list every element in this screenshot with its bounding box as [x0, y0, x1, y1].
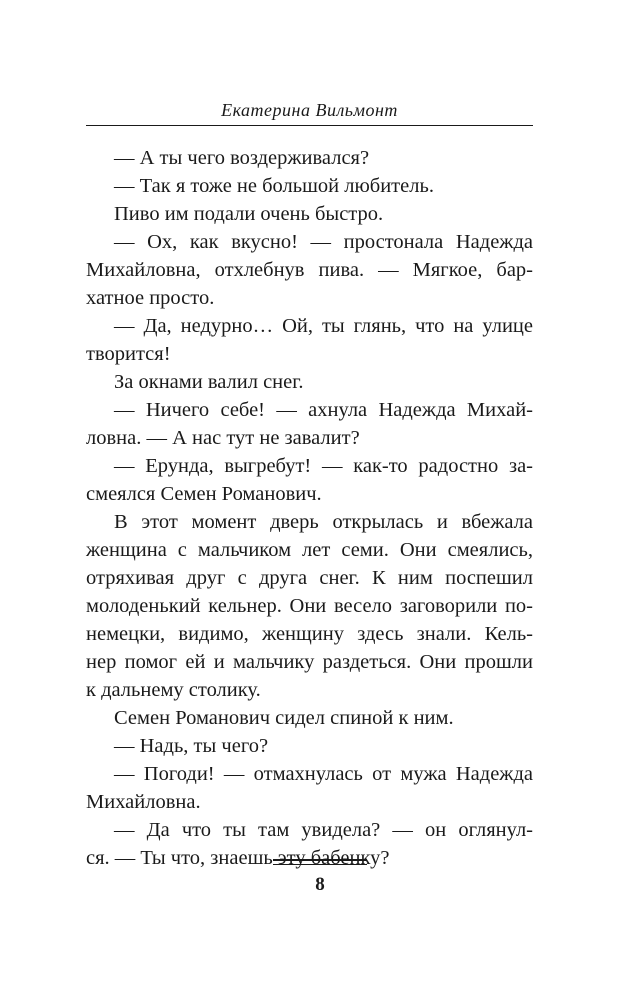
text-line: В этот момент дверь открылась и вбежала [114, 511, 533, 533]
running-head: Екатерина Вильмонт [221, 100, 398, 120]
text-line: Пиво им подали очень быстро. [114, 203, 384, 225]
text-line: — Ничего себе! — ахнула Надежда Михай- [114, 399, 533, 421]
header-rule [86, 125, 533, 126]
body-text [86, 144, 533, 872]
footer-rule-bottom [273, 864, 367, 865]
text-line: ся. — Ты что, знаешь эту бабенку? [86, 847, 390, 869]
text-line: За окнами валил снег. [114, 371, 304, 393]
text-line: нер помог ей и мальчику раздеться. Они прошли [86, 651, 533, 673]
text-line: немецки, видимо, женщину здесь знали. Кель- [86, 623, 533, 645]
text-line: — Так я тоже не большой любитель. [114, 175, 434, 197]
text-line: Семен Романович сидел спиной к ним. [114, 707, 454, 729]
text-line: женщина с мальчиком лет семи. Они смеялись, [86, 539, 533, 561]
text-line: Михайловна. [86, 791, 201, 813]
text-line: — Погоди! — отмахнулась от мужа Надежда [114, 763, 533, 785]
page-number: 8 [315, 874, 325, 895]
text-line: ловна. — А нас тут не завалит? [86, 427, 360, 449]
text-line: хатное просто. [86, 287, 215, 309]
text-line: молоденький кельнер. Они весело заговорили по- [86, 595, 533, 617]
text-line: — А ты чего воздерживался? [114, 147, 370, 169]
text-line: творится! [86, 343, 171, 365]
text-line: — Да что ты там увидела? — он оглянул- [114, 819, 533, 841]
text-line: отряхивая друг с друга снег. К ним поспешил [86, 567, 533, 589]
text-line: — Ерунда, выгребут! — как-то радостно за- [114, 455, 533, 477]
text-line: смеялся Семен Романович. [86, 483, 322, 505]
text-line: Михайловна, отхлебнув пива. — Мягкое, бар- [86, 259, 533, 281]
footer-rule-top [273, 859, 367, 861]
text-line: — Ох, как вкусно! — простонала Надежда [114, 231, 533, 253]
text-line: — Да, недурно… Ой, ты глянь, что на улице [114, 315, 533, 337]
text-line: к дальнему столику. [86, 679, 261, 701]
text-line: — Надь, ты чего? [114, 735, 269, 757]
